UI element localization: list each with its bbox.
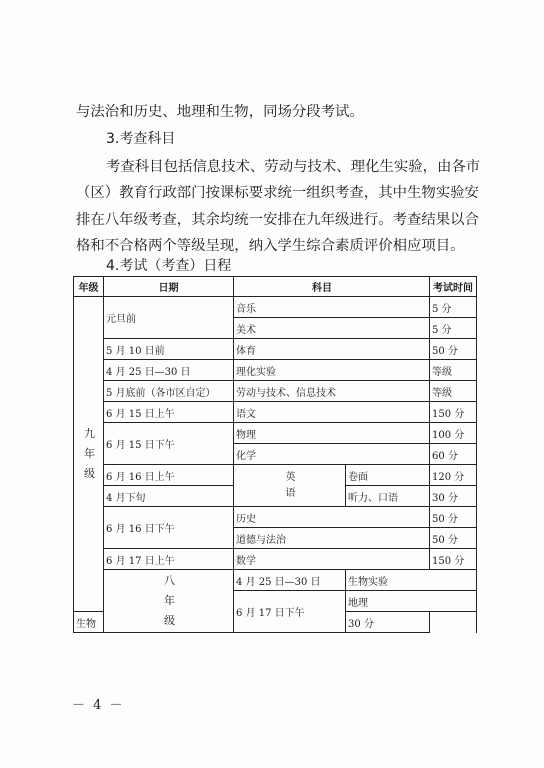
subject-cell: 卷面 <box>346 465 430 486</box>
subject-cell: 理化实验 <box>234 360 430 381</box>
date-cell: 6 月 15 日下午 <box>104 423 234 465</box>
score-cell: 等级 <box>430 360 477 381</box>
header-subject: 科目 <box>234 277 430 297</box>
date-cell: 4 月 25 日—30 日 <box>234 570 346 591</box>
date-cell: 5 月 10 日前 <box>104 339 234 360</box>
exam-schedule-table <box>73 276 477 633</box>
paragraph-line: 考查科目包括信息技术、劳动与技术、理化生实验，由各市 <box>106 159 481 175</box>
date-cell: 6 月 16 日上午 <box>104 465 234 486</box>
english-label: 英语 <box>285 471 296 499</box>
header-date: 日期 <box>104 277 234 297</box>
date-cell: 6 月 17 日下午 <box>234 591 346 633</box>
paragraph-line: （区）教育行政部门按课标要求统一组织考查，其中生物实验安 <box>76 185 479 201</box>
section-heading-4: 4.考试（考查）日程 <box>106 258 232 274</box>
subject-cell: 生物 <box>74 612 234 633</box>
subject-cell: 历史 <box>234 507 430 528</box>
date-cell: 5 月底前（各市区自定） <box>104 381 234 402</box>
table-header-row <box>74 277 477 297</box>
subject-cell: 语文 <box>234 402 430 423</box>
score-cell: 30 分 <box>346 612 430 633</box>
subject-cell: 体育 <box>234 339 430 360</box>
table-row <box>74 297 477 318</box>
table-row <box>74 507 477 528</box>
subject-cell: 生物实验 <box>346 570 477 591</box>
table-row <box>74 402 477 423</box>
section-heading-3: 3.考查科目 <box>106 131 176 147</box>
subject-cell: 物理 <box>234 423 430 444</box>
date-cell: 6 月 16 日下午 <box>104 507 234 549</box>
paragraph-line: 格和不合格两个等级呈现，纳入学生综合素质评价相应项目。 <box>76 238 465 254</box>
table-row <box>74 360 477 381</box>
paragraph-continuation: 与法治和历史、地理和生物，同场分段考试。 <box>76 104 364 120</box>
subject-cell: 听力、口语 <box>346 486 430 507</box>
score-cell: 100 分 <box>430 423 477 444</box>
subject-cell: 音乐 <box>234 297 430 318</box>
table-row <box>74 423 477 444</box>
score-cell: 150 分 <box>430 402 477 423</box>
score-cell: 120 分 <box>430 465 477 486</box>
score-cell: 150 分 <box>430 549 477 570</box>
score-cell: 5 分 <box>430 318 477 339</box>
table-row <box>74 549 477 570</box>
date-cell: 6 月 15 日上午 <box>104 402 234 423</box>
table-row <box>74 570 477 591</box>
score-cell: 等级 <box>430 381 477 402</box>
header-grade: 年级 <box>74 277 104 297</box>
date-cell: 4 月下旬 <box>104 486 234 507</box>
score-cell: 5 分 <box>430 297 477 318</box>
subject-cell: 劳动与技术、信息技术 <box>234 381 430 402</box>
date-cell: 4 月 25 日—30 日 <box>104 360 234 381</box>
score-cell: 30 分 <box>430 486 477 507</box>
grade8-label: 八年级 <box>164 574 175 627</box>
score-cell: 50 分 <box>430 507 477 528</box>
date-cell: 6 月 17 日上午 <box>104 549 234 570</box>
subject-cell: 美术 <box>234 318 430 339</box>
table-row <box>74 381 477 402</box>
subject-cell: 化学 <box>234 444 430 465</box>
table-row <box>74 339 477 360</box>
grade9-label: 九年级 <box>84 427 95 480</box>
table-row <box>74 465 477 486</box>
score-cell: 50 分 <box>430 528 477 549</box>
score-cell: 60 分 <box>430 444 477 465</box>
date-cell: 元旦前 <box>104 297 234 339</box>
grade9-cell <box>74 297 104 612</box>
english-cell <box>234 465 346 507</box>
paragraph-line: 排在八年级考查，其余均统一安排在九年级进行。考查结果以合 <box>76 212 479 228</box>
subject-cell: 数学 <box>234 549 430 570</box>
subject-cell: 地理 <box>346 591 477 612</box>
header-time: 考试时间 <box>430 277 477 297</box>
score-cell: 50 分 <box>430 339 477 360</box>
page-number: － 4 － <box>72 698 125 713</box>
subject-cell: 道德与法治 <box>234 528 430 549</box>
